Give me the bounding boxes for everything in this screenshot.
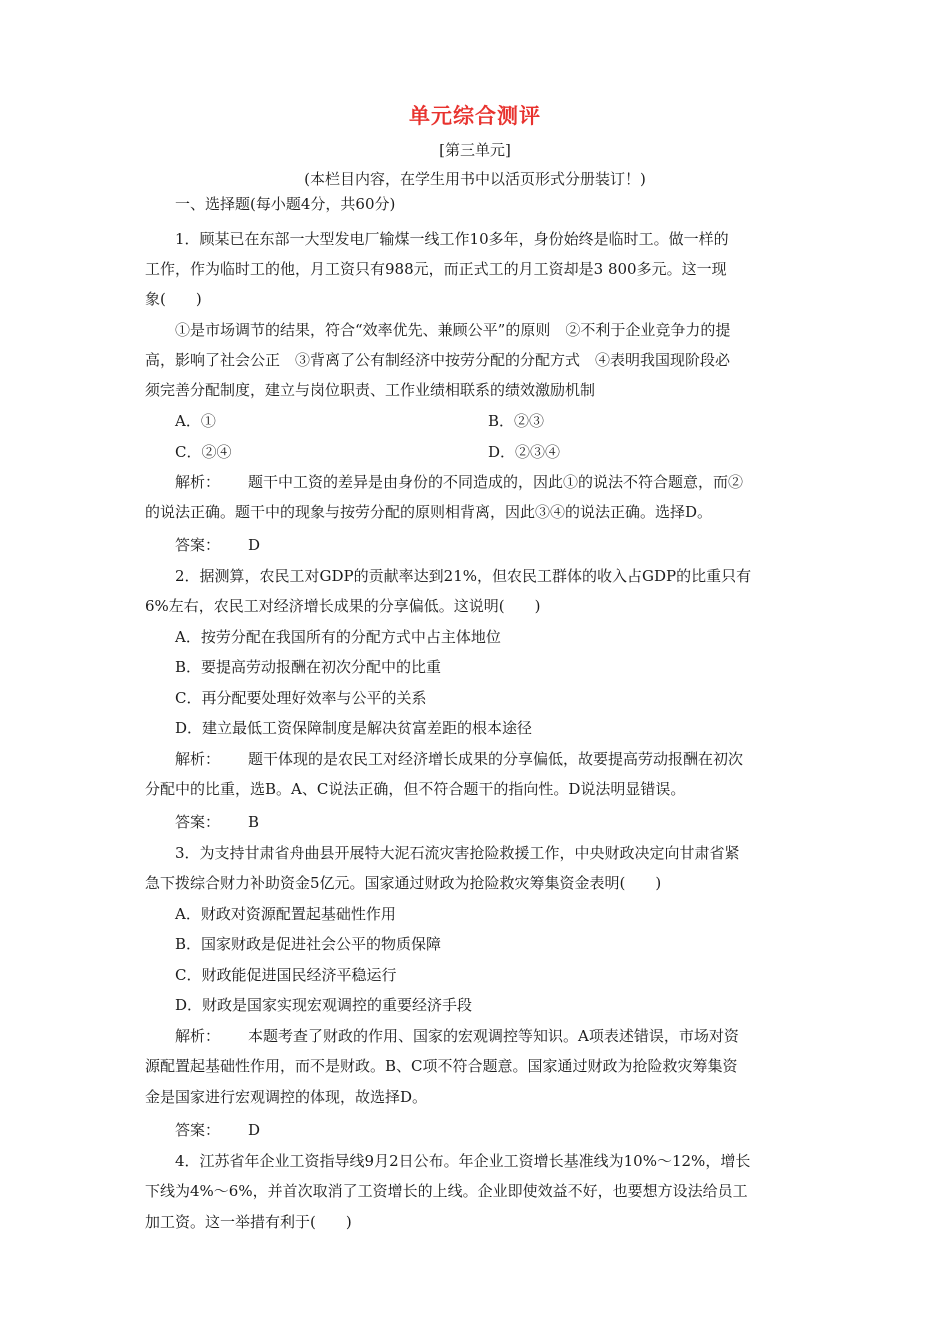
q3-analysis-line: 金是国家进行宏观调控的体现，故选择D。 [145,1088,428,1106]
binding-note: (本栏目内容，在学生用书中以活页形式分册装订！) [304,170,646,188]
q2-stem-line: 2．据测算，农民工对GDP的贡献率达到21%，但农民工群体的收入占GDP的比重只有 [175,567,752,585]
unit-label: [第三单元] [439,141,511,159]
q2-answer-value: B [248,813,260,831]
q3-option-b: B．国家财政是促进社会公平的物质保障 [175,935,442,953]
analysis-label: 解析： [175,1027,221,1045]
q2-option-b: B．要提高劳动报酬在初次分配中的比重 [175,658,442,676]
q2-stem-line: 6%左右，农民工对经济增长成果的分享偏低。这说明( ) [145,597,541,615]
answer-label: 答案： [175,813,221,831]
q1-stem-line: 工作，作为临时工的他，月工资只有988元，而正式工的月工资却是3 800多元。这一现 [145,260,727,278]
q2-answer [175,810,810,834]
q1-option-d: D．②③④ [488,443,561,461]
q1-analysis [175,470,810,494]
q1-analysis-line: 的说法正确。题干中的现象与按劳分配的原则相背离，因此③④的说法正确。选择D。 [145,503,713,521]
q3-answer-value: D [248,1121,261,1139]
q1-stem-line: 1．顾某已在东部一大型发电厂输煤一线工作10多年，身份始终是临时工。做一样的 [175,230,729,248]
q3-analysis [175,1024,810,1048]
q4-stem-line: 下线为4%～6%，并首次取消了工资增长的上线。企业即使效益不好，也要想方设法给员工 [145,1182,748,1200]
q4-stem-line: 加工资。这一举措有利于( ) [145,1213,352,1231]
q4-stem-line: 4．江苏省年企业工资指导线9月2日公布。年企业工资增长基准线为10%～12%，增长 [175,1152,751,1170]
analysis-label: 解析： [175,473,221,491]
q3-stem-line: 急下拨综合财力补助资金5亿元。国家通过财政为抢险救灾筹集资金表明( ) [145,874,662,892]
answer-label: 答案： [175,1121,221,1139]
q1-stem-line: 象( ) [145,290,202,308]
q1-items-line: 须完善分配制度，建立与岗位职责、工作业绩相联系的绩效激励机制 [145,381,596,399]
analysis-label: 解析： [175,750,221,768]
q1-answer-value: D [248,536,261,554]
q1-items-line: ①是市场调节的结果，符合“效率优先、兼顾公平”的原则 ②不利于企业竞争力的提 [175,321,731,339]
q3-analysis-text: 本题考查了财政的作用、国家的宏观调控等知识。A项表述错误，市场对资 [248,1027,739,1045]
q3-option-c: C．财政能促进国民经济平稳运行 [175,966,397,984]
q1-analysis-text: 题干中工资的差异是由身份的不同造成的，因此①的说法不符合题意，而② [248,473,744,491]
answer-label: 答案： [175,536,221,554]
q1-option-b: B．②③ [488,412,545,430]
q2-option-c: C．再分配要处理好效率与公平的关系 [175,689,427,707]
q2-analysis [175,747,810,771]
q3-analysis-line: 源配置起基础性作用，而不是财政。B、C项不符合题意。国家通过财政为抢险救灾筹集资 [145,1057,738,1075]
q3-answer [175,1118,810,1142]
q2-option-d: D．建立最低工资保障制度是解决贫富差距的根本途径 [175,719,533,737]
section-heading: 一、选择题(每小题4分，共60分) [175,195,396,213]
q3-option-a: A．财政对资源配置起基础性作用 [175,905,396,923]
page-title: 单元综合测评 [409,103,541,128]
q1-option-c: C．②④ [175,443,232,461]
q2-analysis-line: 分配中的比重，选B。A、C说法正确，但不符合题干的指向性。D说法明显错误。 [145,780,686,798]
q3-option-d: D．财政是国家实现宏观调控的重要经济手段 [175,996,473,1014]
q1-items-line: 高，影响了社会公正 ③背离了公有制经济中按劳分配的分配方式 ④表明我国现阶段必 [145,351,731,369]
q2-option-a: A．按劳分配在我国所有的分配方式中占主体地位 [175,628,501,646]
q1-answer [175,533,810,557]
q3-stem-line: 3．为支持甘肃省舟曲县开展特大泥石流灾害抢险救援工作，中央财政决定向甘肃省紧 [175,844,740,862]
q2-analysis-text: 题干体现的是农民工对经济增长成果的分享偏低，故要提高劳动报酬在初次 [248,750,744,768]
q1-option-a: A．① [175,412,216,430]
